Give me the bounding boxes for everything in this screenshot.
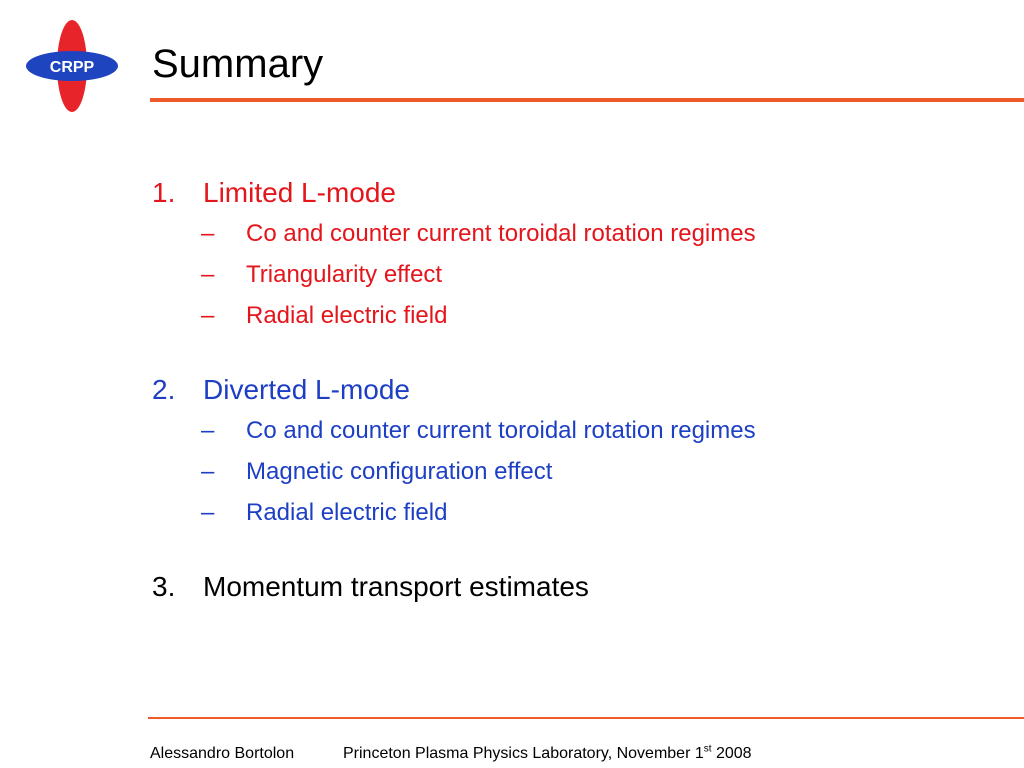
footer-author: Alessandro Bortolon [150, 745, 295, 762]
summary-item [152, 370, 1012, 533]
footer-divider [148, 717, 1024, 719]
footer-event-prefix: Princeton Plasma Physics Laboratory, November 1 [343, 745, 704, 762]
summary-subitem [201, 451, 1012, 492]
title-underline [150, 98, 1024, 102]
footer-event-sup: st [703, 743, 712, 755]
dash-bullet: – [201, 458, 215, 485]
summary-subitem [201, 295, 1012, 336]
dash-bullet: – [201, 499, 215, 526]
summary-subitem [201, 410, 1012, 451]
summary-list [152, 173, 1012, 641]
dash-bullet: – [201, 220, 215, 247]
dash-bullet: – [201, 417, 215, 444]
crpp-logo [24, 18, 120, 114]
summary-item-label: Diverted L-mode [203, 374, 410, 405]
footer-event-suffix: 2008 [711, 745, 752, 762]
summary-item-number: 2. [152, 374, 176, 405]
summary-item-label: Limited L-mode [203, 177, 396, 208]
summary-subitem-list [152, 213, 1012, 336]
dash-bullet: – [201, 302, 215, 329]
summary-subitem-text: Radial electric field [246, 302, 448, 329]
summary-item-label: Momentum transport estimates [203, 571, 589, 602]
summary-subitem-text: Radial electric field [246, 499, 448, 526]
slide-title: Summary [152, 42, 324, 86]
summary-subitem [201, 492, 1012, 533]
summary-subitem-list [152, 410, 1012, 533]
summary-subitem-text: Triangularity effect [246, 261, 443, 288]
dash-bullet: – [201, 261, 215, 288]
summary-subitem [201, 213, 1012, 254]
summary-item [152, 567, 1012, 607]
summary-item-number: 1. [152, 177, 176, 208]
logo-text: CRPP [49, 59, 95, 76]
summary-subitem-text: Co and counter current toroidal rotation regimes [246, 220, 756, 247]
summary-subitem-text: Magnetic configuration effect [246, 458, 553, 485]
summary-subitem-text: Co and counter current toroidal rotation regimes [246, 417, 756, 444]
summary-item-number: 3. [152, 571, 176, 602]
summary-item-heading [152, 370, 1012, 410]
summary-item [152, 173, 1012, 336]
summary-item-heading [152, 173, 1012, 213]
summary-subitem [201, 254, 1012, 295]
summary-item-heading [152, 567, 1012, 607]
footer-event [343, 744, 752, 764]
